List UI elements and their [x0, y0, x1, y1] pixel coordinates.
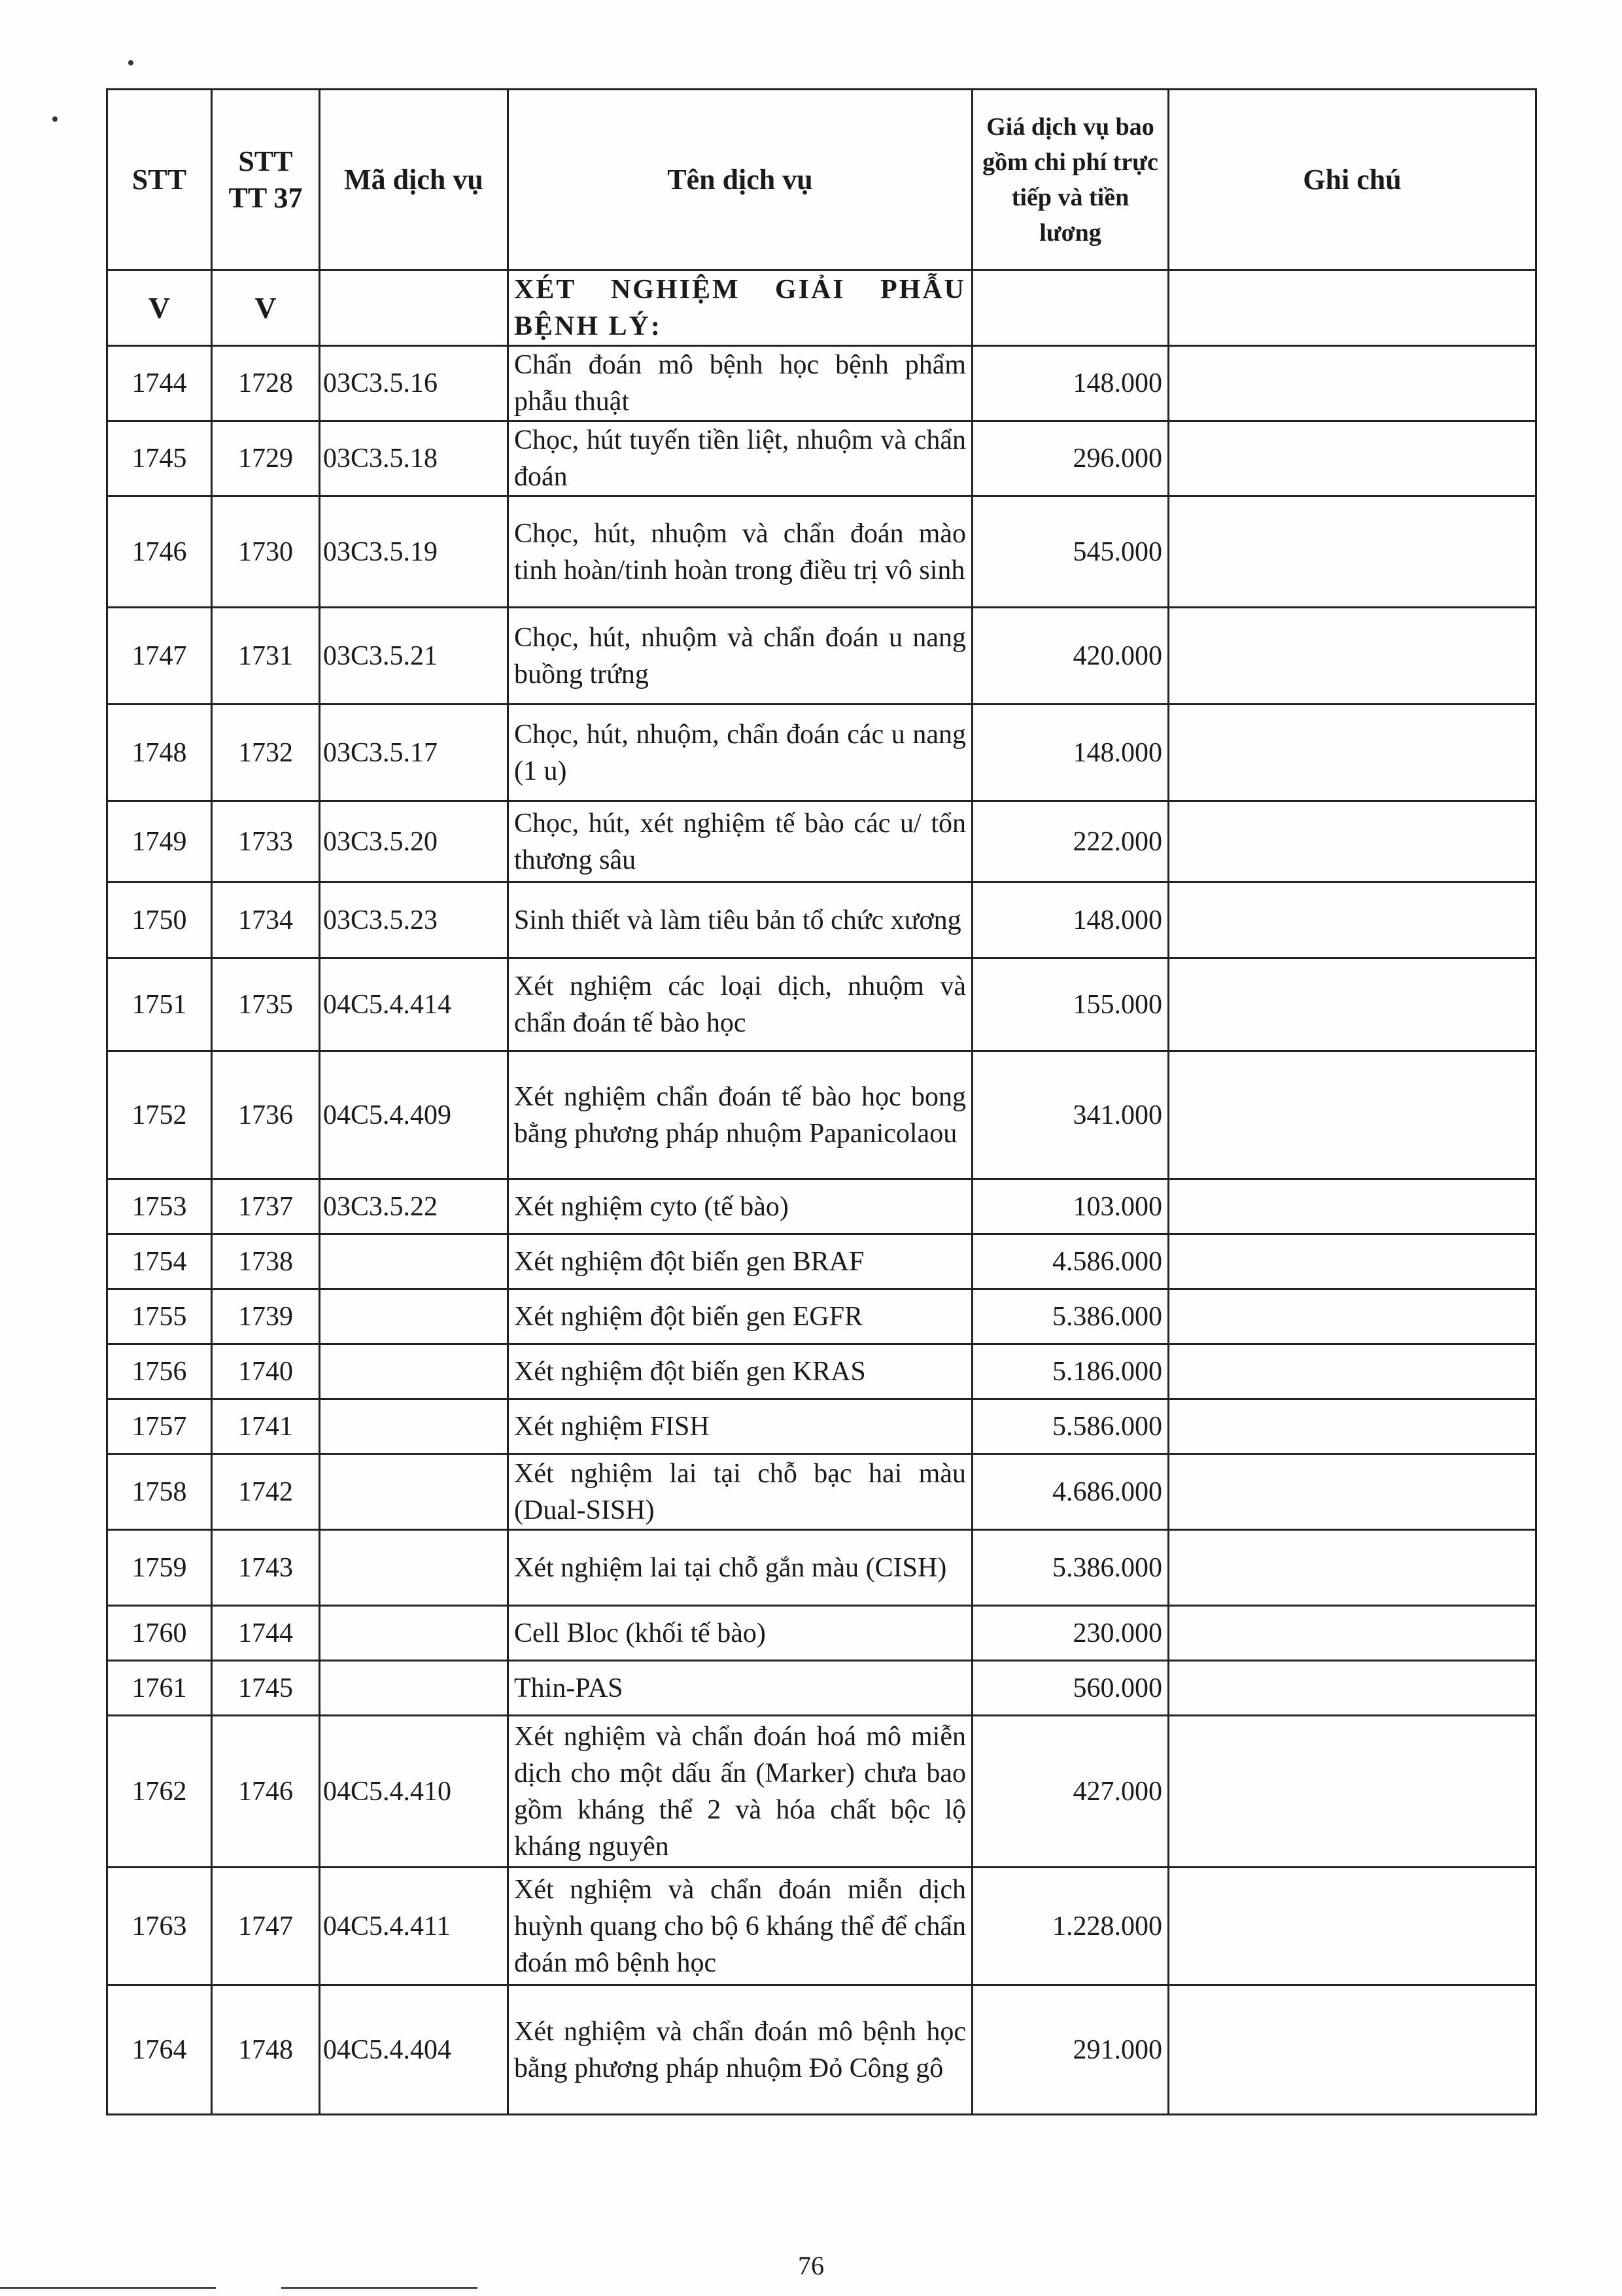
row-stt: 1753 [107, 1179, 212, 1234]
row-stt: 1756 [107, 1344, 212, 1399]
row-price: 230.000 [973, 1606, 1169, 1661]
row-price: 103.000 [973, 1179, 1169, 1234]
header-stt-tt37: STT TT 37 [212, 90, 320, 270]
section-code [320, 270, 508, 346]
row-stt: 1755 [107, 1289, 212, 1344]
row-service-code [320, 1661, 508, 1716]
table-row [107, 1716, 1536, 1868]
row-stt: 1760 [107, 1606, 212, 1661]
row-stt-tt37: 1735 [212, 958, 320, 1051]
section-row [107, 270, 1536, 346]
service-price-table [106, 88, 1537, 2115]
row-service-name: Xét nghiệm đột biến gen BRAF [508, 1234, 973, 1289]
row-service-name: Xét nghiệm đột biến gen EGFR [508, 1289, 973, 1344]
row-stt-tt37: 1740 [212, 1344, 320, 1399]
table-row [107, 1399, 1536, 1454]
header-stt: STT [107, 90, 212, 270]
row-price: 1.228.000 [973, 1868, 1169, 1985]
row-note [1169, 1051, 1536, 1179]
row-stt: 1762 [107, 1716, 212, 1868]
row-service-code [320, 1399, 508, 1454]
row-stt: 1745 [107, 421, 212, 496]
row-note [1169, 1399, 1536, 1454]
row-stt: 1747 [107, 608, 212, 704]
row-service-name: Xét nghiệm FISH [508, 1399, 973, 1454]
row-note [1169, 801, 1536, 882]
row-price: 4.586.000 [973, 1234, 1169, 1289]
row-stt-tt37: 1728 [212, 346, 320, 421]
header-service-name: Tên dịch vụ [508, 90, 973, 270]
row-price: 420.000 [973, 608, 1169, 704]
row-price: 5.386.000 [973, 1530, 1169, 1606]
row-service-code: 03C3.5.22 [320, 1179, 508, 1234]
row-service-name: Thin-PAS [508, 1661, 973, 1716]
row-stt-tt37: 1747 [212, 1868, 320, 1985]
table-row [107, 421, 1536, 496]
row-service-name: Xét nghiệm và chẩn đoán hoá mô miễn dịch cho một dấu ấn (Marker) chưa bao gồm kháng thể 2 và hóa chất bộc lộ kháng nguyên [508, 1716, 973, 1868]
row-note [1169, 1606, 1536, 1661]
table-row [107, 704, 1536, 801]
row-stt-tt37: 1748 [212, 1985, 320, 2115]
row-service-code: 04C5.4.409 [320, 1051, 508, 1179]
row-note [1169, 958, 1536, 1051]
row-stt: 1764 [107, 1985, 212, 2115]
row-price: 4.686.000 [973, 1454, 1169, 1530]
row-price: 155.000 [973, 958, 1169, 1051]
row-service-name: Xét nghiệm cyto (tế bào) [508, 1179, 973, 1234]
row-service-code [320, 1344, 508, 1399]
row-note [1169, 1868, 1536, 1985]
row-service-code: 03C3.5.20 [320, 801, 508, 882]
row-service-name: Chọc, hút, xét nghiệm tế bào các u/ tổn thương sâu [508, 801, 973, 882]
footer-rule [0, 2287, 216, 2289]
row-service-code [320, 1234, 508, 1289]
row-price: 148.000 [973, 346, 1169, 421]
row-note [1169, 421, 1536, 496]
row-stt: 1757 [107, 1399, 212, 1454]
row-service-name: Chọc, hút tuyến tiền liệt, nhuộm và chẩn đoán [508, 421, 973, 496]
row-note [1169, 608, 1536, 704]
row-stt-tt37: 1736 [212, 1051, 320, 1179]
row-note [1169, 1985, 1536, 2115]
row-stt-tt37: 1737 [212, 1179, 320, 1234]
row-service-name: Xét nghiệm và chẩn đoán miễn dịch huỳnh quang cho bộ 6 kháng thể để chẩn đoán mô bệnh học [508, 1868, 973, 1985]
header-note: Ghi chú [1169, 90, 1536, 270]
row-stt-tt37: 1741 [212, 1399, 320, 1454]
row-price: 5.186.000 [973, 1344, 1169, 1399]
row-stt: 1748 [107, 704, 212, 801]
row-service-name: Xét nghiệm chẩn đoán tế bào học bong bằng phương pháp nhuộm Papanicolaou [508, 1051, 973, 1179]
row-service-code [320, 1289, 508, 1344]
row-service-code [320, 1454, 508, 1530]
row-price: 5.586.000 [973, 1399, 1169, 1454]
row-note [1169, 1179, 1536, 1234]
row-stt-tt37: 1745 [212, 1661, 320, 1716]
section-note [1169, 270, 1536, 346]
row-service-code: 04C5.4.414 [320, 958, 508, 1051]
row-service-name: Chọc, hút, nhuộm và chẩn đoán mào tinh hoàn/tinh hoàn trong điều trị vô sinh [508, 496, 973, 608]
row-stt: 1746 [107, 496, 212, 608]
row-service-name: Chẩn đoán mô bệnh học bệnh phẩm phẫu thuật [508, 346, 973, 421]
row-note [1169, 1289, 1536, 1344]
section-stt: V [107, 270, 212, 346]
row-service-name: Xét nghiệm và chẩn đoán mô bệnh học bằng phương pháp nhuộm Đỏ Công gô [508, 1985, 973, 2115]
footer-rule [281, 2287, 477, 2289]
row-stt-tt37: 1739 [212, 1289, 320, 1344]
table-row [107, 1985, 1536, 2115]
row-note [1169, 1661, 1536, 1716]
table-row [107, 1289, 1536, 1344]
row-note [1169, 1234, 1536, 1289]
row-stt: 1761 [107, 1661, 212, 1716]
table-row [107, 1530, 1536, 1606]
row-service-code: 03C3.5.19 [320, 496, 508, 608]
row-service-code: 03C3.5.17 [320, 704, 508, 801]
row-note [1169, 882, 1536, 958]
row-price: 148.000 [973, 704, 1169, 801]
row-service-code: 04C5.4.411 [320, 1868, 508, 1985]
row-price: 5.386.000 [973, 1289, 1169, 1344]
row-service-code: 03C3.5.18 [320, 421, 508, 496]
row-price: 291.000 [973, 1985, 1169, 2115]
row-note [1169, 496, 1536, 608]
row-stt: 1758 [107, 1454, 212, 1530]
row-service-code: 04C5.4.404 [320, 1985, 508, 2115]
row-service-name: Xét nghiệm đột biến gen KRAS [508, 1344, 973, 1399]
row-price: 296.000 [973, 421, 1169, 496]
table-row [107, 1454, 1536, 1530]
row-note [1169, 704, 1536, 801]
table-row [107, 882, 1536, 958]
row-price: 427.000 [973, 1716, 1169, 1868]
row-stt: 1752 [107, 1051, 212, 1179]
row-stt: 1754 [107, 1234, 212, 1289]
scan-dot [52, 116, 58, 122]
row-service-name: Cell Bloc (khối tế bào) [508, 1606, 973, 1661]
row-note [1169, 1454, 1536, 1530]
row-service-code: 03C3.5.21 [320, 608, 508, 704]
row-service-name: Xét nghiệm các loại dịch, nhuộm và chẩn đoán tế bào học [508, 958, 973, 1051]
row-stt-tt37: 1738 [212, 1234, 320, 1289]
row-note [1169, 1530, 1536, 1606]
row-stt-tt37: 1743 [212, 1530, 320, 1606]
scan-dot [128, 60, 133, 65]
row-stt: 1759 [107, 1530, 212, 1606]
row-stt-tt37: 1729 [212, 421, 320, 496]
row-service-name: Sinh thiết và làm tiêu bản tổ chức xương [508, 882, 973, 958]
row-note [1169, 1716, 1536, 1868]
section-stt-tt37: V [212, 270, 320, 346]
row-price: 545.000 [973, 496, 1169, 608]
table-row [107, 958, 1536, 1051]
row-stt-tt37: 1734 [212, 882, 320, 958]
table-row [107, 1234, 1536, 1289]
table-row [107, 801, 1536, 882]
row-service-code [320, 1530, 508, 1606]
section-price [973, 270, 1169, 346]
row-stt-tt37: 1744 [212, 1606, 320, 1661]
table-row [107, 1179, 1536, 1234]
table-row [107, 1606, 1536, 1661]
page-number: 76 [798, 2251, 824, 2280]
row-stt-tt37: 1746 [212, 1716, 320, 1868]
table-header-row [107, 90, 1536, 270]
row-stt-tt37: 1732 [212, 704, 320, 801]
table-row [107, 1661, 1536, 1716]
row-stt-tt37: 1730 [212, 496, 320, 608]
row-service-code: 03C3.5.16 [320, 346, 508, 421]
table-row [107, 346, 1536, 421]
row-service-name: Chọc, hút, nhuộm, chẩn đoán các u nang (1 u) [508, 704, 973, 801]
row-service-name: Xét nghiệm lai tại chỗ gắn màu (CISH) [508, 1530, 973, 1606]
row-service-code [320, 1606, 508, 1661]
row-service-code: 04C5.4.410 [320, 1716, 508, 1868]
row-service-code: 03C3.5.23 [320, 882, 508, 958]
row-price: 148.000 [973, 882, 1169, 958]
row-stt: 1749 [107, 801, 212, 882]
row-service-name: Xét nghiệm lai tại chỗ bạc hai màu (Dual-SISH) [508, 1454, 973, 1530]
table-row [107, 1051, 1536, 1179]
table-row [107, 1868, 1536, 1985]
section-title: XÉT NGHIỆM GIẢI PHẪU BỆNH LÝ: [508, 270, 973, 346]
row-price: 222.000 [973, 801, 1169, 882]
row-note [1169, 1344, 1536, 1399]
row-stt: 1750 [107, 882, 212, 958]
row-stt-tt37: 1742 [212, 1454, 320, 1530]
row-stt: 1751 [107, 958, 212, 1051]
row-stt: 1763 [107, 1868, 212, 1985]
table-row [107, 608, 1536, 704]
row-price: 341.000 [973, 1051, 1169, 1179]
row-stt: 1744 [107, 346, 212, 421]
row-stt-tt37: 1733 [212, 801, 320, 882]
row-service-name: Chọc, hút, nhuộm và chẩn đoán u nang buồng trứng [508, 608, 973, 704]
row-note [1169, 346, 1536, 421]
row-stt-tt37: 1731 [212, 608, 320, 704]
table-row [107, 1344, 1536, 1399]
header-price: Giá dịch vụ bao gồm chi phí trực tiếp và tiền lương [973, 90, 1169, 270]
row-price: 560.000 [973, 1661, 1169, 1716]
header-service-code: Mã dịch vụ [320, 90, 508, 270]
table-row [107, 496, 1536, 608]
